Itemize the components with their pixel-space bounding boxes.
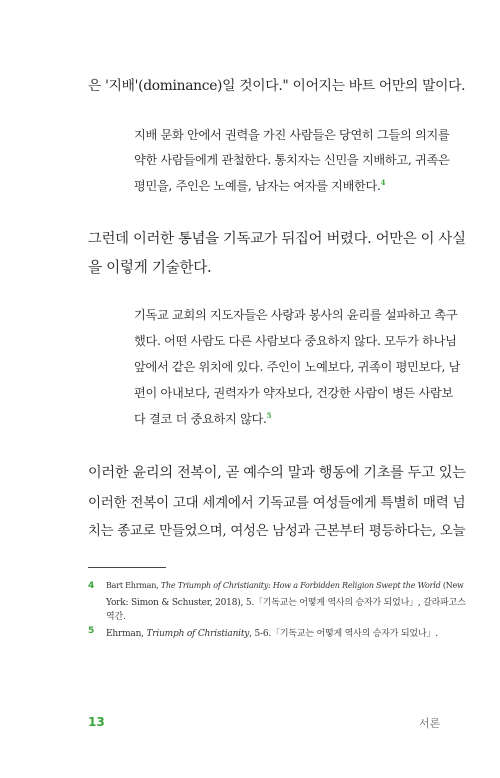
footnote-text: (New: [440, 581, 464, 590]
running-head: 서론: [419, 717, 441, 730]
block-quote-line: 기독교 교회의 지도자들은 사랑과 봉사의 윤리를 설파하고 촉구: [134, 308, 458, 322]
block-quote-line: [134, 177, 385, 194]
footnote-number: 5: [88, 626, 95, 636]
block-quote-line: 앞에서 같은 위치에 있다. 주인이 노예보다, 귀족이 평민보다, 남: [134, 360, 461, 374]
quote-text: 다 결코 더 중요하지 않다.: [134, 412, 267, 426]
block-quote-line: [134, 410, 271, 427]
footnote-line: [106, 581, 464, 590]
block-quote-line: 약한 사람들에게 관철한다. 통치자는 신민을 지배하고, 귀족은: [134, 153, 450, 167]
footnote-author: Ehrman,: [106, 629, 147, 639]
footnote-divider: [88, 567, 166, 568]
footnote-author: Bart Ehrman,: [106, 581, 161, 590]
quote-text: 평민을, 주인은 노예를, 남자는 여자를 지배한다.: [134, 179, 381, 193]
block-quote-line: 했다. 어떤 사람도 다른 사람보다 중요하지 않다. 모두가 하나님: [134, 334, 457, 348]
body-paragraph-line: 그런데 이러한 통념을 기독교가 뒤집어 버렸다. 어만은 이 사실: [88, 231, 466, 247]
block-quote-line: 지배 문화 안에서 권력을 가진 사람들은 당연히 그들의 의지를: [134, 128, 450, 142]
body-paragraph-line: 을 이렇게 기술한다.: [88, 259, 212, 276]
footnote-line: York: Simon & Schuster, 2018), 5.「기독교는 어떻게 역사의 승자가 되었나」, 갈라파고스: [106, 598, 466, 608]
footnote-reference[interactable]: 4: [380, 177, 386, 187]
footnote-line: [106, 626, 438, 639]
body-paragraph-line: 치는 종교로 만들었으며, 여성은 남성과 근본부터 평등하다는, 오늘: [88, 524, 466, 539]
footnote-reference[interactable]: 5: [266, 410, 272, 420]
footnote-line: 역간.: [106, 612, 126, 622]
footnote-title: Triumph of Christianity: [146, 629, 250, 639]
body-paragraph-line: 이러한 윤리의 전복이, 곧 예수의 말과 행동에 기초를 두고 있는: [88, 465, 466, 481]
footnote-title: The Triumph of Christianity: How a Forbidden Religion Swept the World: [160, 581, 441, 590]
page-number: 13: [88, 715, 105, 729]
footnote-text: , 5-6.「기독교는 어떻게 역사의 승자가 되었나」.: [249, 629, 438, 639]
block-quote-line: 편이 아내보다, 권력자가 약자보다, 건강한 사람이 병든 사람보: [134, 386, 453, 400]
footnote-number: 4: [88, 581, 95, 591]
body-paragraph-line: 은 '지배'(dominance)일 것이다." 이어지는 바트 어만의 말이다.: [88, 78, 466, 94]
body-paragraph-line: 이러한 전복이 고대 세계에서 기독교를 여성들에게 특별히 매력 넘: [88, 495, 466, 511]
